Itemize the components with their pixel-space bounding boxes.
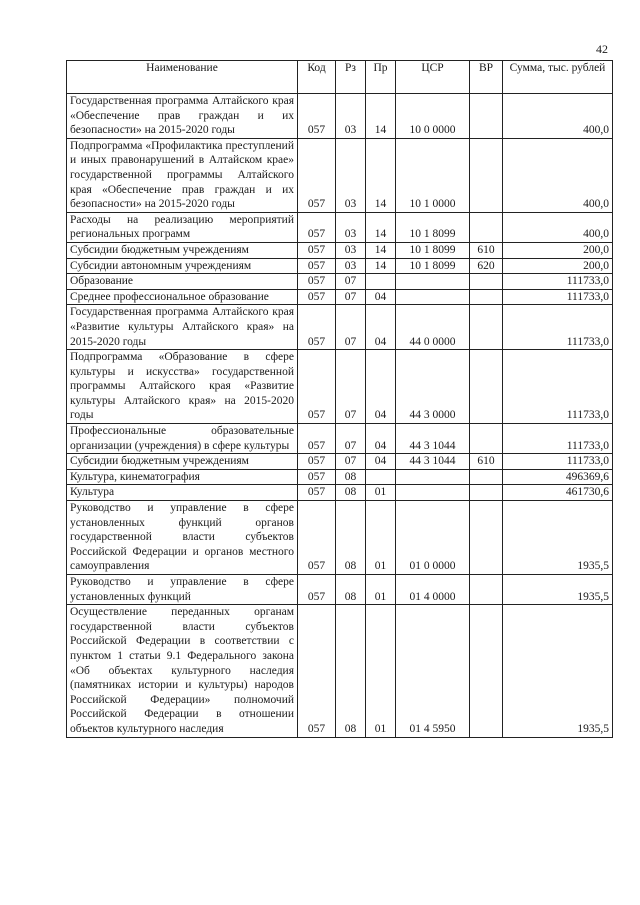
cell-rz: 08 [336,485,366,501]
cell-pr: 01 [366,485,396,501]
column-header-rz: Рз [336,61,366,94]
cell-csr: 44 3 1044 [396,454,470,470]
cell-csr: 10 1 0000 [396,138,470,212]
cell-vr [470,485,503,501]
cell-code: 057 [298,258,336,274]
cell-vr [470,350,503,424]
cell-csr [396,274,470,290]
cell-vr [470,289,503,305]
cell-code: 057 [298,305,336,350]
cell-pr: 04 [366,350,396,424]
cell-rz: 08 [336,469,366,485]
cell-name: Государственная программа Алтайского края «Развитие культуры Алтайского края» на 2015-2020 годы [67,305,298,350]
table-row [67,138,613,212]
cell-code: 057 [298,212,336,242]
cell-csr: 10 0 0000 [396,94,470,139]
cell-csr: 10 1 8099 [396,242,470,258]
table-row [67,469,613,485]
cell-code: 057 [298,242,336,258]
cell-sum: 461730,6 [503,485,613,501]
cell-name: Руководство и управление в сфере установленных функций органов государственной власти субъектов Российской Федерации и органов местного самоуправления [67,501,298,575]
cell-code: 057 [298,605,336,737]
cell-code: 057 [298,94,336,139]
cell-csr [396,469,470,485]
cell-vr [470,501,503,575]
budget-table [66,60,613,738]
cell-pr: 14 [366,242,396,258]
cell-rz: 08 [336,501,366,575]
cell-name: Среднее профессиональное образование [67,289,298,305]
cell-pr: 14 [366,258,396,274]
cell-csr: 01 4 0000 [396,575,470,605]
cell-rz: 07 [336,274,366,290]
cell-vr [470,424,503,454]
table-row [67,485,613,501]
table-row [67,242,613,258]
cell-code: 057 [298,454,336,470]
cell-csr [396,289,470,305]
table-row [67,501,613,575]
cell-name: Профессиональные образовательные организации (учреждения) в сфере культуры [67,424,298,454]
cell-rz: 07 [336,350,366,424]
cell-name: Расходы на реализацию мероприятий региональных программ [67,212,298,242]
cell-sum: 111733,0 [503,305,613,350]
cell-vr: 610 [470,454,503,470]
table-row [67,575,613,605]
cell-code: 057 [298,501,336,575]
cell-pr: 04 [366,454,396,470]
table-row [67,274,613,290]
cell-code: 057 [298,575,336,605]
cell-csr [396,485,470,501]
table-row [67,305,613,350]
cell-rz: 07 [336,289,366,305]
cell-pr: 04 [366,289,396,305]
table-row [67,289,613,305]
cell-sum: 111733,0 [503,274,613,290]
column-header-vr: ВР [470,61,503,94]
cell-rz: 08 [336,575,366,605]
table-header-row [67,61,613,94]
cell-pr: 01 [366,501,396,575]
cell-pr [366,469,396,485]
cell-code: 057 [298,424,336,454]
cell-name: Культура [67,485,298,501]
table-row [67,424,613,454]
cell-sum: 400,0 [503,138,613,212]
cell-vr [470,212,503,242]
cell-sum: 111733,0 [503,350,613,424]
table-row [67,94,613,139]
cell-sum: 111733,0 [503,454,613,470]
cell-pr: 04 [366,305,396,350]
cell-sum: 1935,5 [503,605,613,737]
cell-pr: 04 [366,424,396,454]
cell-sum: 400,0 [503,212,613,242]
cell-rz: 03 [336,242,366,258]
cell-sum: 200,0 [503,258,613,274]
cell-name: Руководство и управление в сфере установленных функций [67,575,298,605]
table-row [67,212,613,242]
column-header-code: Код [298,61,336,94]
cell-name: Культура, кинематография [67,469,298,485]
cell-vr: 620 [470,258,503,274]
cell-name: Подпрограмма «Профилактика преступлений и иных правонарушений в Алтайском крае» государственной программы Алтайского края «Обеспечение прав граждан и их безопасности» на 2015-2020 годы [67,138,298,212]
cell-name: Образование [67,274,298,290]
cell-sum: 200,0 [503,242,613,258]
cell-csr: 10 1 8099 [396,258,470,274]
cell-rz: 08 [336,605,366,737]
column-header-csr: ЦСР [396,61,470,94]
cell-sum: 400,0 [503,94,613,139]
cell-code: 057 [298,350,336,424]
table-row [67,454,613,470]
column-header-sum: Сумма, тыс. рублей [503,61,613,94]
cell-rz: 03 [336,212,366,242]
cell-name: Осуществление переданных органам государственной власти субъектов Российской Федерации в соответствии с пунктом 1 статьи 9.1 Федерального закона «Об объектах культурного наследия (памятниках истории и культуры) народов Российской Федерации» полномочий Российской Федерации в отношении объектов культурного наследия [67,605,298,737]
cell-pr [366,274,396,290]
page-number: 42 [596,42,608,56]
cell-pr: 14 [366,94,396,139]
cell-rz: 03 [336,138,366,212]
cell-name: Государственная программа Алтайского края «Обеспечение прав граждан и их безопасности» на 2015-2020 годы [67,94,298,139]
cell-name: Субсидии бюджетным учреждениям [67,242,298,258]
cell-pr: 14 [366,138,396,212]
cell-vr [470,469,503,485]
cell-code: 057 [298,469,336,485]
cell-name: Субсидии автономным учреждениям [67,258,298,274]
cell-rz: 07 [336,305,366,350]
cell-code: 057 [298,289,336,305]
cell-name: Подпрограмма «Образование в сфере культуры и искусства» государственной программы Алтайского края «Развитие культуры Алтайского края» на 2015-2020 годы [67,350,298,424]
table-row [67,605,613,737]
cell-vr [470,138,503,212]
cell-rz: 03 [336,258,366,274]
cell-csr: 01 4 5950 [396,605,470,737]
cell-sum: 496369,6 [503,469,613,485]
cell-code: 057 [298,138,336,212]
cell-rz: 07 [336,454,366,470]
cell-sum: 111733,0 [503,289,613,305]
cell-csr: 10 1 8099 [396,212,470,242]
cell-vr: 610 [470,242,503,258]
cell-vr [470,305,503,350]
cell-vr [470,605,503,737]
column-header-name: Наименование [67,61,298,94]
cell-rz: 03 [336,94,366,139]
cell-name: Субсидии бюджетным учреждениям [67,454,298,470]
cell-csr: 01 0 0000 [396,501,470,575]
cell-code: 057 [298,274,336,290]
cell-sum: 1935,5 [503,501,613,575]
cell-pr: 14 [366,212,396,242]
cell-vr [470,94,503,139]
cell-csr: 44 3 0000 [396,350,470,424]
table-row [67,350,613,424]
cell-vr [470,274,503,290]
cell-sum: 1935,5 [503,575,613,605]
cell-csr: 44 0 0000 [396,305,470,350]
cell-code: 057 [298,485,336,501]
cell-pr: 01 [366,575,396,605]
cell-pr: 01 [366,605,396,737]
cell-rz: 07 [336,424,366,454]
column-header-pr: Пр [366,61,396,94]
table-row [67,258,613,274]
cell-vr [470,575,503,605]
cell-sum: 111733,0 [503,424,613,454]
cell-csr: 44 3 1044 [396,424,470,454]
